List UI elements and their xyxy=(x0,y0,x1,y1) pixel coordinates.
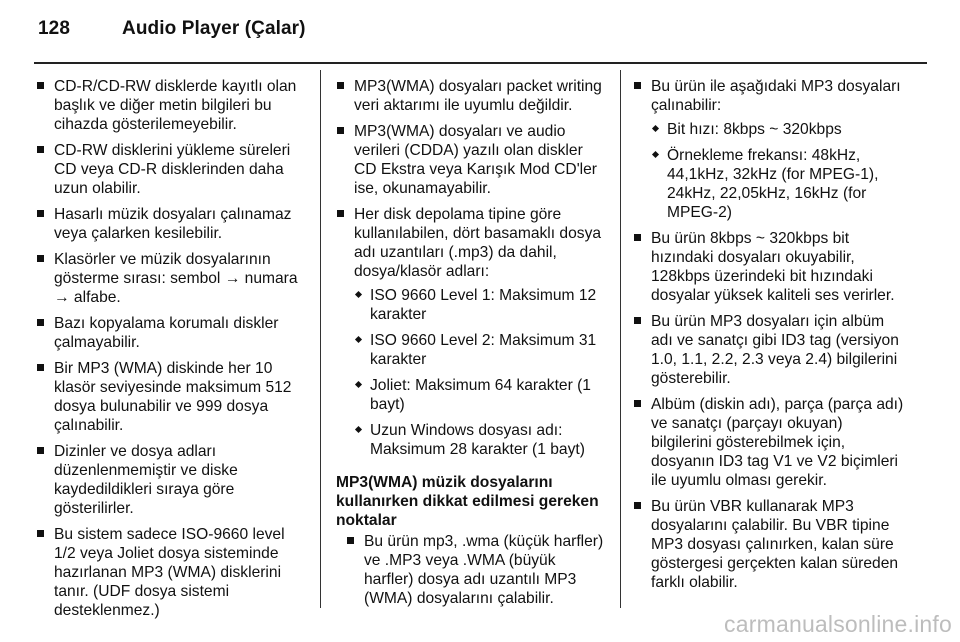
column-2 xyxy=(336,77,608,615)
list-item: Bu ürün VBR kullanarak MP3 dosyalarını çalabilir. Bu VBR tipine MP3 dosyası çalınırken, kalan süre göstergesi gerçekten kalan süreden farklı olabilir. xyxy=(633,497,905,592)
list-item-text: Her disk depolama tipine göre kullanılabilen, dört basamaklı dosya adı uzantıları (.mp3) da dahil, dosya/klasör adları: xyxy=(354,206,602,280)
list-item: Bu ürün MP3 dosyaları için albüm adı ve sanatçı gibi ID3 tag (versiyon 1.0, 1.1, 2.2, 2.3 veya 2.4) bilgilerini gösterebilir. xyxy=(633,312,905,388)
sub-list-item: ISO 9660 Level 1: Maksimum 12 karakter xyxy=(336,286,608,324)
list-item: CD-R/CD-RW disklerde kayıtlı olan başlık ve diğer metin bilgileri bu cihazda gösterilemeyebilir. xyxy=(36,77,304,134)
sub-list-item: Örnekleme frekansı: 48kHz, 44,1kHz, 32kHz (for MPEG-1), 24kHz, 22,05kHz, 16kHz (for MPEG-2) xyxy=(633,146,905,222)
watermark: carmanualsonline.info xyxy=(724,611,952,637)
list-item: MP3(WMA) dosyaları ve audio verileri (CDDA) yazılı olan diskler CD Ekstra veya Karışık Mod CD'ler ise, okunamayabilir. xyxy=(336,122,608,198)
page-header xyxy=(38,18,306,40)
list-item: Hasarlı müzik dosyaları çalınamaz veya çalarken kesilebilir. xyxy=(36,205,304,243)
list-item: Bazı kopyalama korumalı diskler çalmayabilir. xyxy=(36,314,304,352)
page-title: Audio Player (Çalar) xyxy=(122,18,306,39)
list-item: Dizinler ve dosya adları düzenlenmemiştir ve diske kaydedildikleri sıraya göre gösterilirler. xyxy=(36,442,304,518)
list-item: Bu ürün 8kbps ~ 320kbps bit hızındaki dosyaları okuyabilir, 128kbps üzerindeki bit hızındaki dosyalar yüksek kaliteli ses verirler. xyxy=(633,229,905,305)
list-item: MP3(WMA) dosyaları packet writing veri aktarımı ile uyumlu değildir. xyxy=(336,77,608,115)
sub-list-item: Bit hızı: 8kbps ~ 320kbps xyxy=(633,120,905,139)
column-divider xyxy=(320,70,321,608)
list-item: Bir MP3 (WMA) diskinde her 10 klasör seviyesinde maksimum 512 dosya bulunabilir ve 999 dosya çalınabilir. xyxy=(36,359,304,435)
sub-list-item: Uzun Windows dosyası adı: Maksimum 28 karakter (1 bayt) xyxy=(336,421,608,459)
list-item: Albüm (diskin adı), parça (parça adı) ve sanatçı (parçayı okuyan) bilgilerini gösterebilmek için, dosyanın ID3 tag V1 ve V2 biçimleri ile uyumlu olması gerekir. xyxy=(633,395,905,490)
sub-list-item: ISO 9660 Level 2: Maksimum 31 karakter xyxy=(336,331,608,369)
list-item: CD-RW disklerini yükleme süreleri CD veya CD-R disklerinden daha uzun olabilir. xyxy=(36,141,304,198)
page-number: 128 xyxy=(38,18,71,39)
list-item: Bu sistem sadece ISO-9660 level 1/2 veya Joliet dosya sisteminde hazırlanan MP3 (WMA) disklerini tanır. (UDF dosya sistemi desteklenmez.) xyxy=(36,525,304,620)
list-item-text: Bu ürün ile aşağıdaki MP3 dosyaları çalınabilir: xyxy=(651,78,901,114)
column-divider xyxy=(620,70,621,608)
sub-list-item: Joliet: Maksimum 64 karakter (1 bayt) xyxy=(336,376,608,414)
list-item xyxy=(633,77,905,222)
header-rule xyxy=(34,62,927,64)
list-item: Bu ürün mp3, .wma (küçük harfler) ve .MP3 veya .WMA (büyük harfler) dosya adı uzantılı MP3 (WMA) dosyalarını çalabilir. xyxy=(336,532,608,608)
column-1 xyxy=(36,77,304,627)
column-3 xyxy=(633,77,905,599)
list-item xyxy=(336,205,608,459)
list-item: Klasörler ve müzik dosyalarının gösterme sırası: sembol → numara → alfabe. xyxy=(36,250,304,307)
section-subheading: MP3(WMA) müzik dosyalarını kullanırken dikkat edilmesi gereken noktalar xyxy=(336,474,599,529)
